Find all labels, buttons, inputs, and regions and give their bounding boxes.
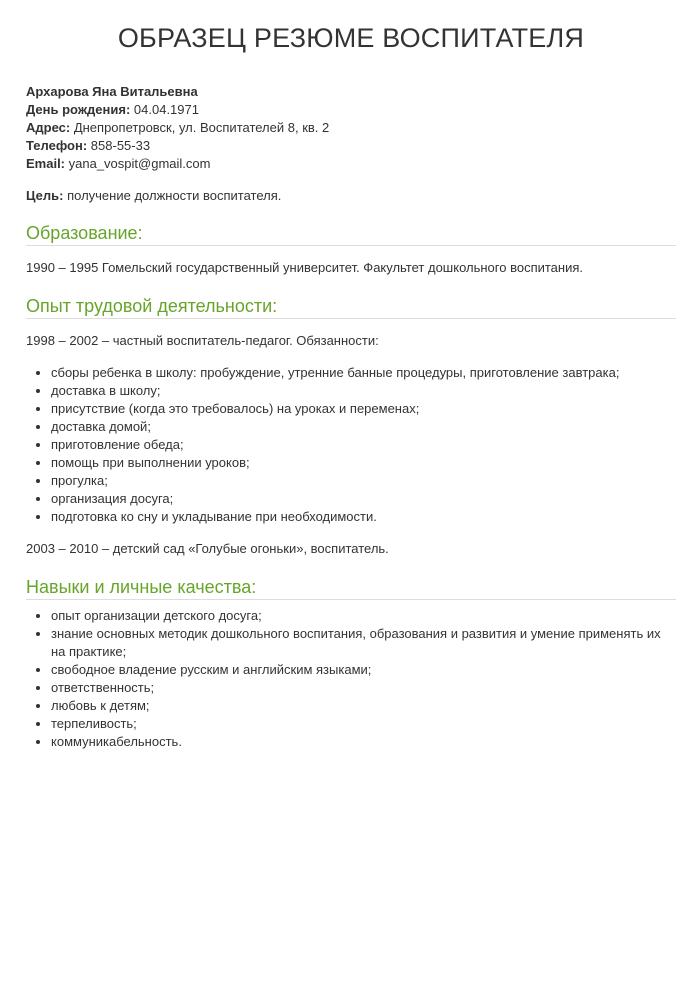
- experience-entry-1: 1998 – 2002 – частный воспитатель-педагог. Обязанности:: [26, 333, 379, 348]
- goal-value: получение должности воспитателя.: [67, 188, 282, 203]
- page-title: ОБРАЗЕЦ РЕЗЮМЕ ВОСПИТАТЕЛЯ: [117, 23, 585, 53]
- list-item: • помощь при выполнении уроков;: [51, 454, 676, 472]
- list-item: • присутствие (когда это требовалось) на уроках и переменах;: [51, 400, 676, 418]
- skills-list: [26, 607, 676, 751]
- goal-label: Цель:: [26, 188, 64, 203]
- list-item: • любовь к детям;: [51, 697, 666, 715]
- education-entry: 1990 – 1995 Гомельский государственный университет. Факультет дошкольного воспитания.: [26, 260, 583, 275]
- skills-heading: Навыки и личные качества:: [26, 576, 676, 600]
- email-value: yana_vospit@gmail.com: [68, 156, 211, 171]
- list-item: • доставка в школу;: [51, 382, 676, 400]
- address-value: Днепропетровск, ул. Воспитателей 8, кв. 2: [73, 120, 330, 135]
- duties-list: [26, 364, 676, 526]
- list-item: • терпеливость;: [51, 715, 666, 733]
- goal-row: [26, 187, 676, 205]
- list-item: • прогулка;: [51, 472, 676, 490]
- phone-value: 858-55-33: [90, 138, 151, 153]
- list-item: • подготовка ко сну и укладывание при необходимости.: [51, 508, 676, 526]
- full-name-text: Архарова Яна Витальевна: [26, 84, 198, 99]
- list-item: • приготовление обеда;: [51, 436, 676, 454]
- email-row: [26, 155, 676, 173]
- list-item: • коммуникабельность.: [51, 733, 666, 751]
- address-row: [26, 119, 676, 137]
- list-item: • ответственность;: [51, 679, 666, 697]
- address-label: Адрес:: [26, 120, 71, 135]
- phone-row: [26, 137, 676, 155]
- list-item: • свободное владение русским и английским языками;: [51, 661, 666, 679]
- list-item: • знание основных методик дошкольного воспитания, образования и развития и умение применять их на практике;: [51, 625, 666, 661]
- birthday-value: 04.04.1971: [133, 102, 199, 117]
- birthday-label: День рождения:: [26, 102, 131, 117]
- experience-entry-2: 2003 – 2010 – детский сад «Голубые огоньки», воспитатель.: [26, 541, 389, 556]
- education-heading: Образование:: [26, 222, 676, 246]
- birthday-row: [26, 101, 676, 119]
- phone-label: Телефон:: [26, 138, 88, 153]
- email-label: Email:: [26, 156, 66, 171]
- list-item: • опыт организации детского досуга;: [51, 607, 666, 625]
- experience-heading: Опыт трудовой деятельности:: [26, 295, 676, 319]
- list-item: • сборы ребенка в школу: пробуждение, утренние банные процедуры, приготовление завтрака;: [51, 364, 676, 382]
- full-name: [26, 83, 676, 101]
- list-item: • доставка домой;: [51, 418, 676, 436]
- contact-block: [26, 83, 676, 173]
- list-item: • организация досуга;: [51, 490, 676, 508]
